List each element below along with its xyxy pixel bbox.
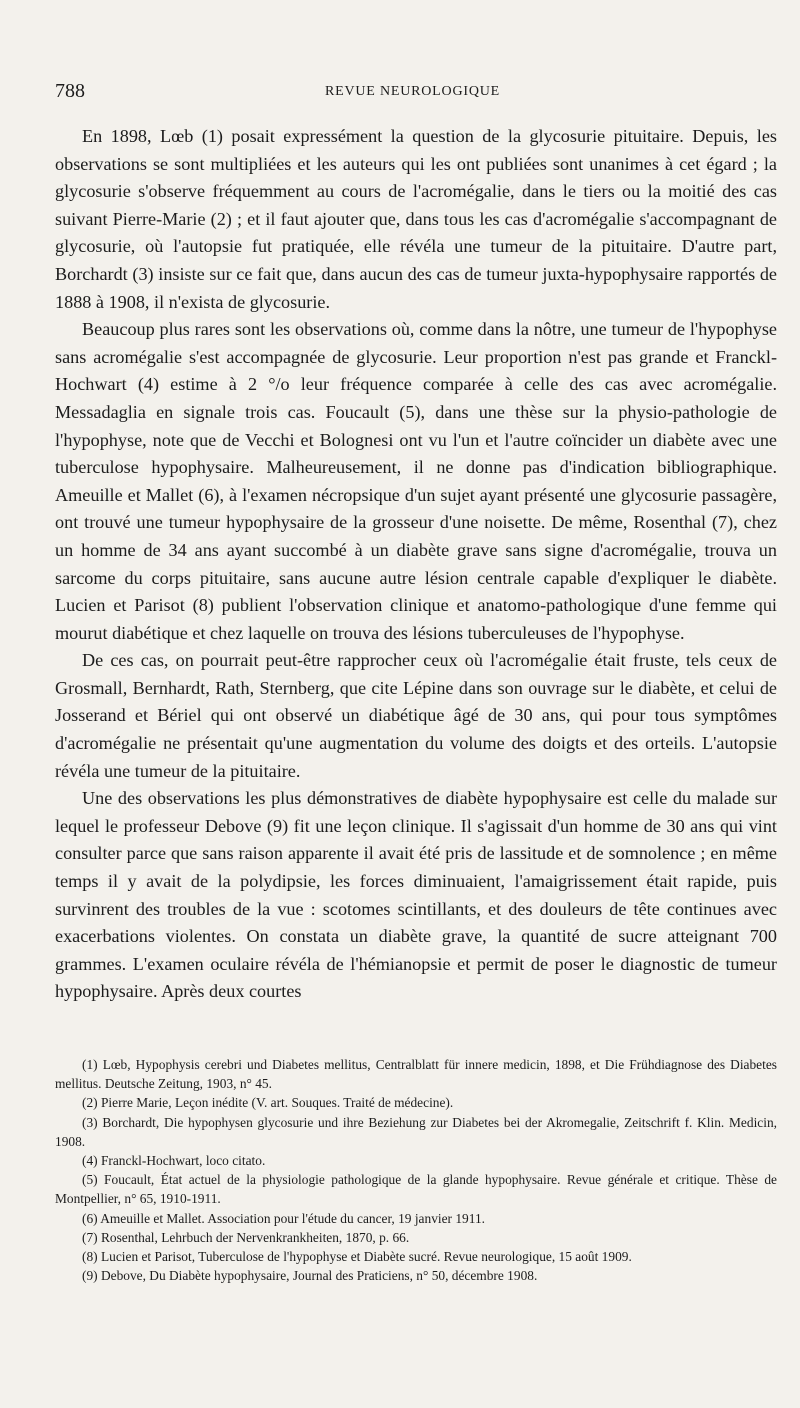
paragraph: De ces cas, on pourrait peut-être rapprocher ceux où l'acromégalie était fruste, tels ceux de Grosmall, Bernhardt, Rath, Sternberg, que cite Lépine dans son ouvrage sur le diabète, et celui de Josserand et Bériel qui ont observé un diabétique âgé de 30 ans, qui pour tous symptômes d'acromégalie ne présentait qu'une augmentation du volume des doigts et des orteils. L'autopsie révéla une tumeur de la pituitaire. — [55, 650, 777, 781]
running-title: REVUE NEUROLOGIQUE — [325, 84, 500, 99]
footnote: (4) Franckl-Hochwart, loco citato. — [82, 1153, 266, 1169]
footnote: (8) Lucien et Parisot, Tuberculose de l'hypophyse et Diabète sucré. Revue neurologique, 15 août 1909. — [82, 1249, 632, 1265]
page-number: 788 — [55, 80, 85, 102]
footnote: (5) Foucault, État actuel de la physiologie pathologique de la glande hypophysaire. Revue générale et critique. Thèse de Montpellier, n° 65, 1910-1911. — [55, 1172, 777, 1207]
paragraph: En 1898, Lœb (1) posait expressément la question de la glycosurie pituitaire. Depuis, les observations se sont multipliées et les auteurs qui les ont publiées sont unanimes à cet égard ; la glycosurie s'observe fréquemment au cours de l'acromégalie, dans le tiers ou la moitié des cas suivant Pierre-Marie (2) ; et il faut ajouter que, dans tous les cas d'acromégalie s'accompagnant de glycosurie, où l'autopsie fut pratiquée, elle révéla une tumeur de la pituitaire. D'autre part, Borchardt (3) insiste sur ce fait que, dans aucun des cas de tumeur juxta-hypophysaire rapportés de 1888 à 1908, il n'exista de glycosurie. — [55, 126, 777, 312]
footnote: (6) Ameuille et Mallet. Association pour l'étude du cancer, 19 janvier 1911. — [82, 1210, 485, 1226]
footnote: (3) Borchardt, Die hypophysen glycosurie und ihre Beziehung zur Diabetes bei der Akromegalie, Zeitschrift f. Klin. Medicin, 1908. — [55, 1114, 777, 1149]
page-header — [55, 80, 770, 106]
paragraph: Une des observations les plus démonstratives de diabète hypophysaire est celle du malade sur lequel le professeur Debove (9) fit une leçon clinique. Il s'agissait d'un homme de 30 ans qui vint consulter parce que sans raison apparente il avait été pris de lassitude et de somnolence ; en même temps il y avait de la polydipsie, les forces diminuaient, l'amaigrissement était rapide, puis survinrent des troubles de la vue : scotomes scintillants, et des douleurs de tête continues avec exacerbations violentes. On constata un diabète grave, la quantité de sucre atteignant 700 grammes. L'examen oculaire révéla de l'hémianopsie et permit de poser le diagnostic de tumeur hypophysaire. Après deux courtes — [55, 788, 777, 1002]
footnotes — [55, 1055, 777, 1285]
paragraph: Beaucoup plus rares sont les observations où, comme dans la nôtre, une tumeur de l'hypophyse sans acromégalie s'est accompagnée de glycosurie. Leur proportion n'est pas grande et Franckl-Hochwart (4) estime à 2 °/o leur fréquence comparée à celle des cas avec acromégalie. Messadaglia en signale trois cas. Foucault (5), dans une thèse sur la physio-pathologie de l'hypophyse, note que de Vecchi et Bolognesi ont vu l'un et l'autre coïncider un diabète avec une tuberculose hypophysaire. Malheureusement, il ne donne pas d'indication bibliographique. Ameuille et Mallet (6), à l'examen nécropsique d'un sujet ayant présenté une glycosurie passagère, ont trouvé une tumeur hypophysaire de la grosseur d'une noisette. De même, Rosenthal (7), chez un homme de 34 ans ayant succombé à un diabète grave sans signe d'acromégalie, trouva un sarcome du corps pituitaire, sans aucune autre lésion centrale capable d'expliquer le diabète. Lucien et Parisot (8) publient l'observation clinique et anatomo-pathologique d'une femme qui mourut diabétique et chez laquelle on trouva des lésions tuberculeuses de l'hypophyse. — [55, 319, 777, 643]
footnote: (9) Debove, Du Diabète hypophysaire, Journal des Praticiens, n° 50, décembre 1908. — [82, 1268, 538, 1284]
footnote: (2) Pierre Marie, Leçon inédite (V. art. Souques. Traité de médecine). — [82, 1095, 454, 1111]
footnote: (1) Lœb, Hypophysis cerebri und Diabetes mellitus, Centralblatt für innere medicin, 1898, et Die Frühdiagnose des Diabetes mellitus. Deutsche Zeitung, 1903, n° 45. — [55, 1057, 777, 1092]
body-text — [55, 123, 777, 1006]
footnote: (7) Rosenthal, Lehrbuch der Nervenkrankheiten, 1870, p. 66. — [82, 1229, 410, 1245]
